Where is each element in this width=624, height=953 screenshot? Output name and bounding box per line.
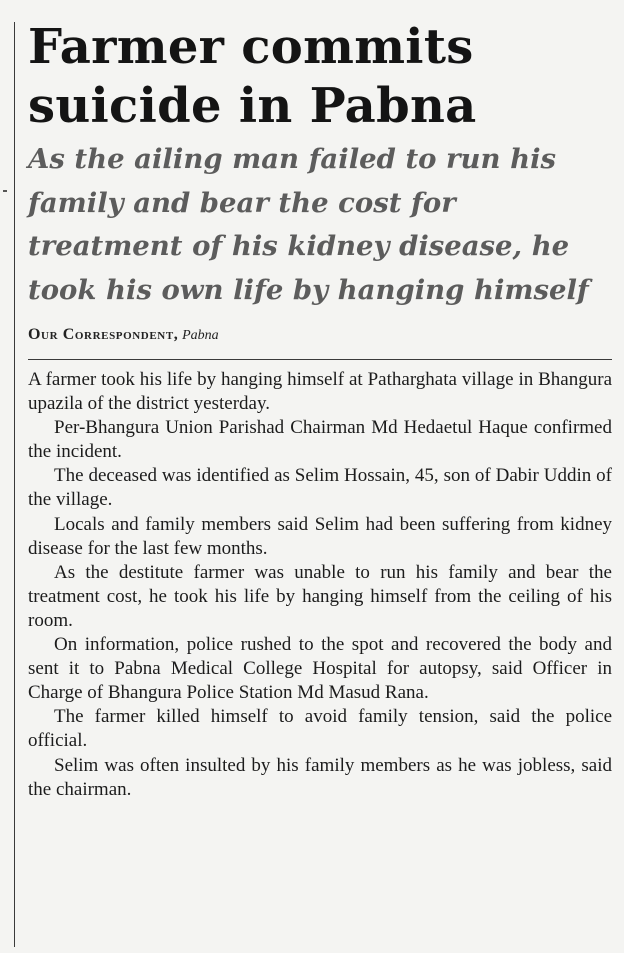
news-article (28, 18, 612, 802)
page-edge-mark (3, 190, 7, 192)
body-paragraph: The farmer killed himself to avoid family tension, said the police official. (28, 706, 612, 752)
body-paragraph: Per-Bhangura Union Parishad Chairman Md Hedaetul Haque confirmed the incident. (28, 417, 612, 463)
body-paragraph: A farmer took his life by hanging himself at Patharghata village in Bhangura upazila of the district yesterday. (28, 369, 612, 415)
byline-location: Pabna (182, 328, 219, 343)
body-paragraph: As the destitute farmer was unable to run his family and bear the treatment cost, he took his life by hanging himself from the ceiling of his room. (28, 561, 612, 631)
byline (28, 326, 612, 345)
divider (28, 359, 612, 360)
body-paragraph: The deceased was identified as Selim Hossain, 45, son of Dabir Uddin of the village. (28, 465, 612, 511)
headline: Farmer commits suicide in Pabna (28, 19, 477, 134)
body-paragraph: On information, police rushed to the spot and recovered the body and sent it to Pabna Medical College Hospital for autopsy, said Officer in Charge of Bhangura Police Station Md Masud Rana. (28, 634, 612, 704)
article-body (28, 368, 612, 802)
column-rule (14, 22, 15, 947)
body-paragraph: Selim was often insulted by his family members as he was jobless, said the chairman. (28, 754, 612, 800)
deck-subheadline: As the ailing man failed to run his family and bear the cost for treatment of his kidney disease, he took his own life by hanging himself (28, 143, 589, 306)
body-paragraph: Locals and family members said Selim had been suffering from kidney disease for the last few months. (28, 513, 612, 559)
byline-author: Our Correspondent, (28, 326, 179, 343)
